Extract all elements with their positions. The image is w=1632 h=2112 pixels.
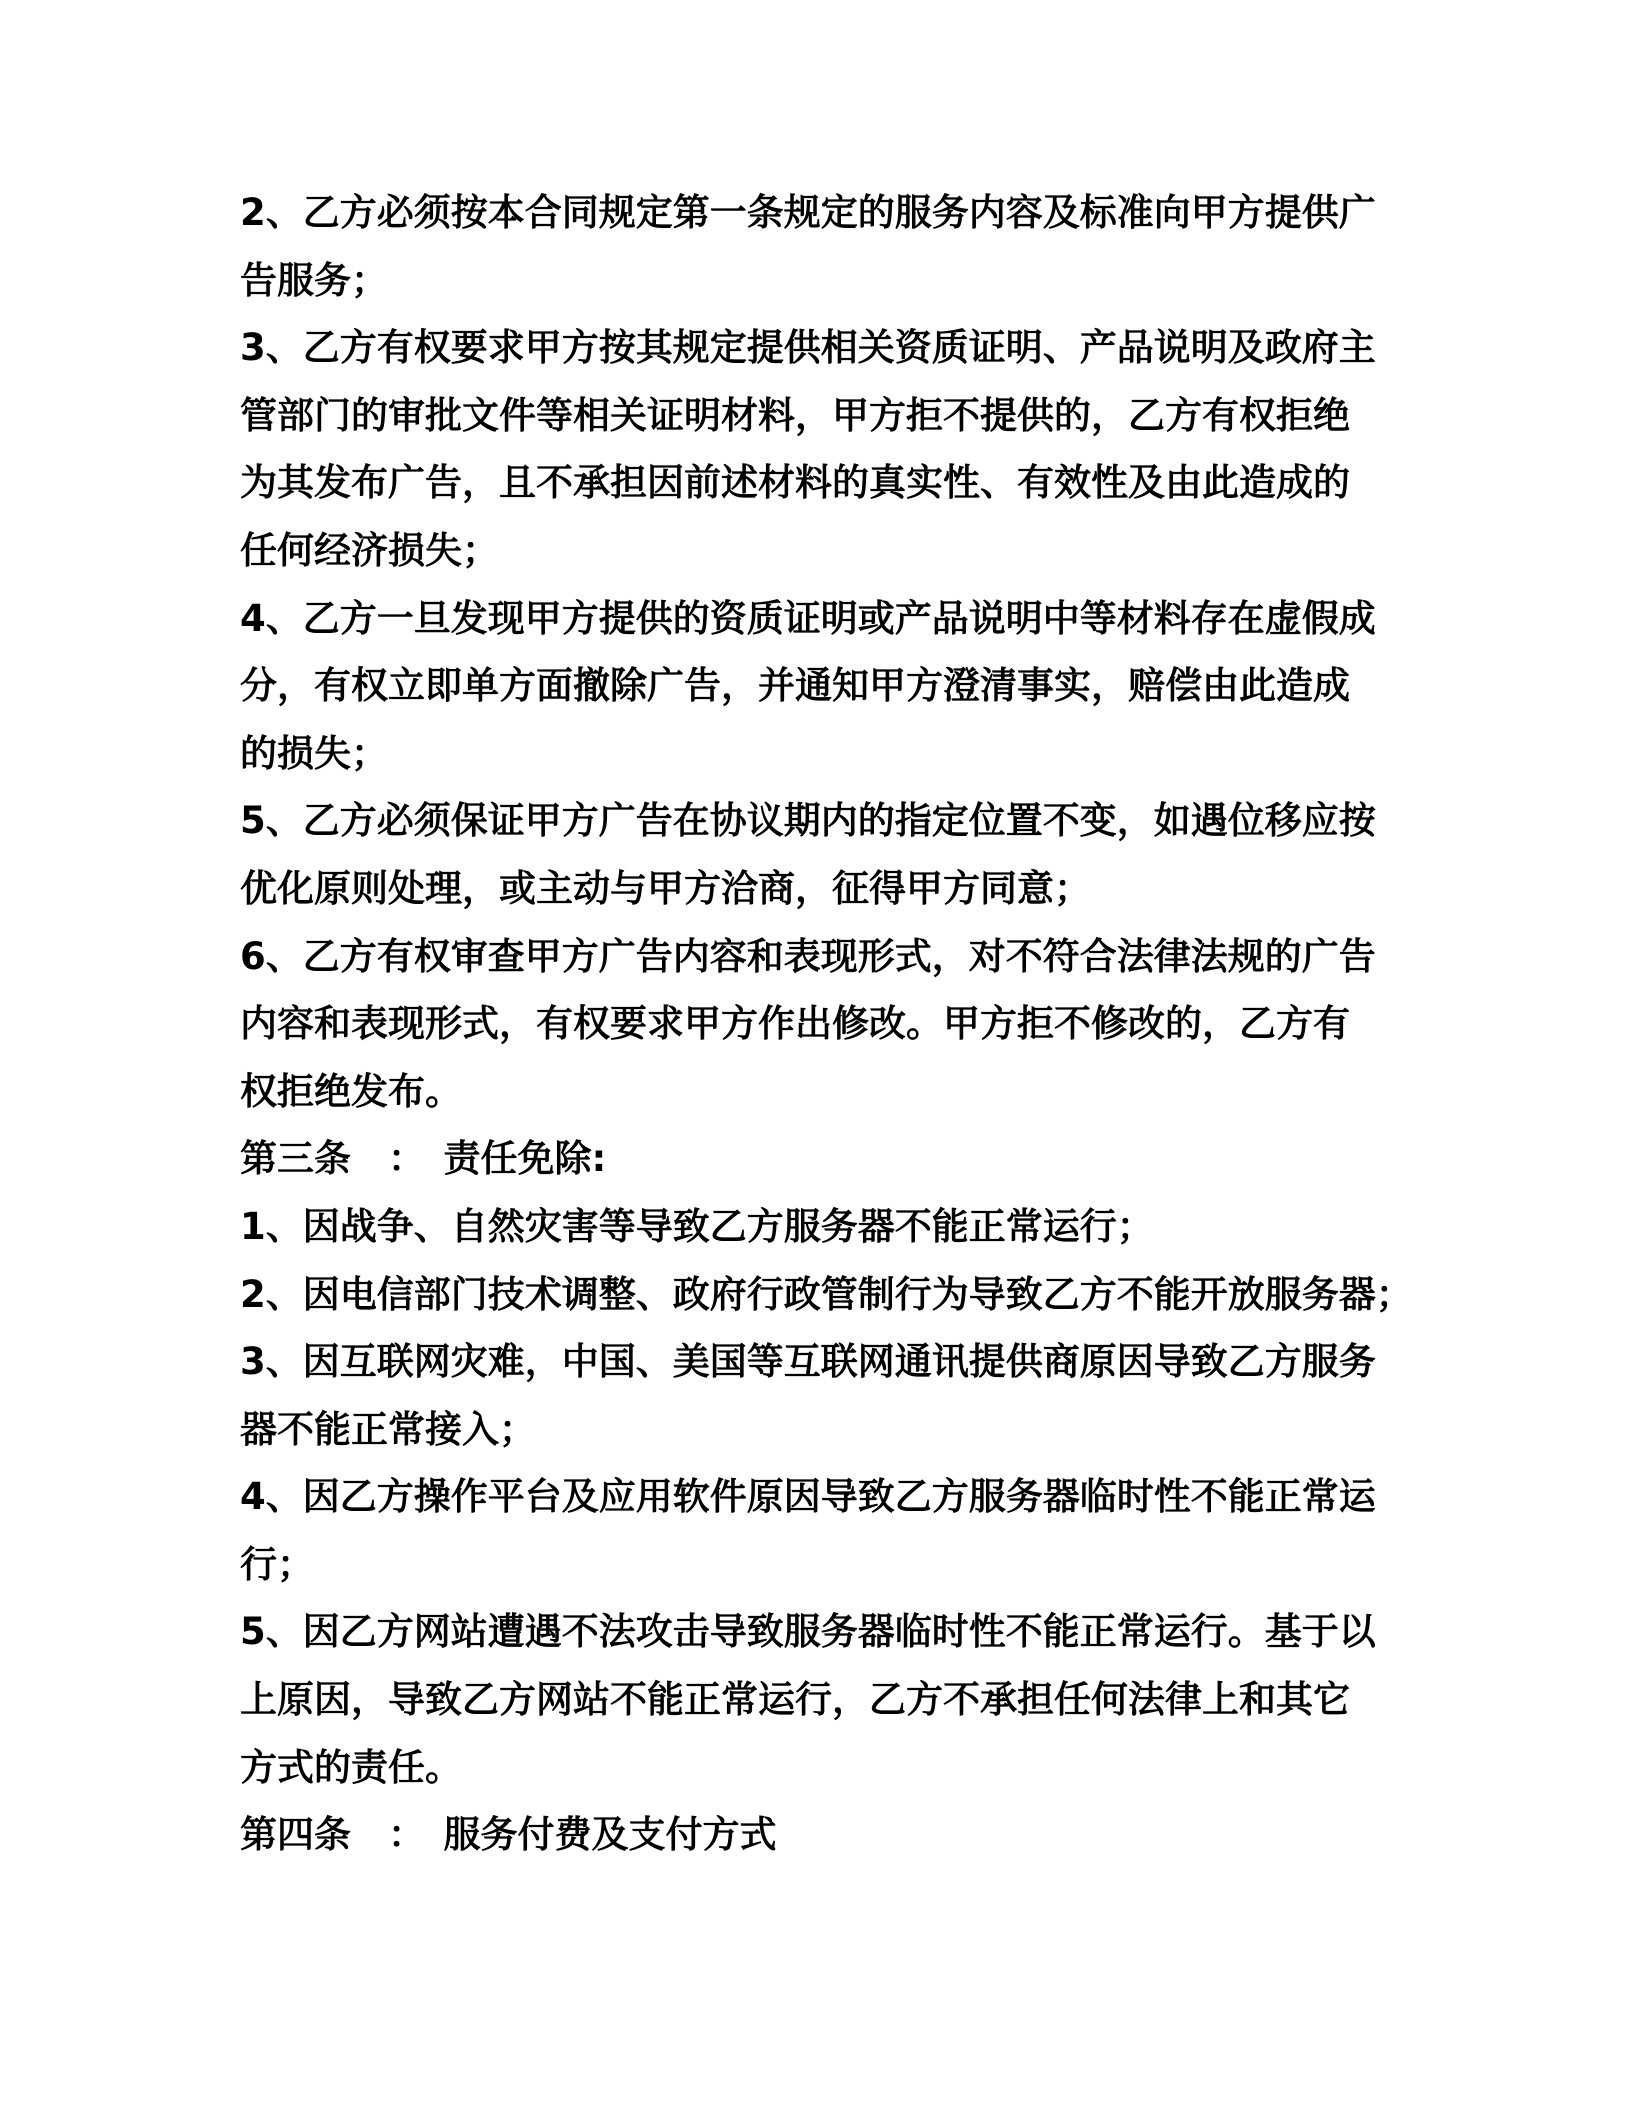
document-line: 5、因乙方网站遭遇不法攻击导致服务器临时性不能正常运行。基于以 <box>240 1610 1376 1654</box>
document-line: 4、因乙方操作平台及应用软件原因导致乙方服务器临时性不能正常运 <box>240 1475 1376 1519</box>
document-line: 3、因互联网灾难，中国、美国等互联网通讯提供商原因导致乙方服务 <box>240 1340 1376 1384</box>
document-line: 2、因电信部门技术调整、政府行政管制行为导致乙方不能开放服务器； <box>240 1272 1413 1316</box>
document-line: 内容和表现形式，有权要求甲方作出修改。甲方拒不修改的，乙方有 <box>240 1002 1350 1046</box>
document-line: 2、乙方必须按本合同规定第一条规定的服务内容及标准向甲方提供广 <box>240 191 1376 234</box>
document-line: 为其发布广告，且不承担因前述材料的真实性、有效性及由此造成的 <box>240 461 1350 505</box>
document-line: 方式的责任。 <box>240 1745 462 1789</box>
document-line: 权拒绝发布。 <box>240 1069 462 1113</box>
contract-text-body <box>240 179 1492 1869</box>
document-line: 5、乙方必须保证甲方广告在协议期内的指定位置不变，如遇位移应按 <box>240 799 1376 843</box>
document-line: 管部门的审批文件等相关证明材料，甲方拒不提供的，乙方有权拒绝 <box>240 393 1350 437</box>
document-line: 4、乙方一旦发现甲方提供的资质证明或产品说明中等材料存在虚假成 <box>240 596 1376 640</box>
document-line: 3、乙方有权要求甲方按其规定提供相关资质证明、产品说明及政府主 <box>240 326 1376 370</box>
document-line: 的损失； <box>240 731 388 775</box>
document-line: 分，有权立即单方面撤除广告，并通知甲方澄清事实，赔偿由此造成 <box>240 664 1350 708</box>
document-line: 1、因战争、自然灾害等导致乙方服务器不能正常运行； <box>240 1204 1154 1248</box>
document-line: 行； <box>240 1542 314 1586</box>
document-line: 第四条 ： 服务付费及支付方式 <box>240 1813 777 1857</box>
document-line: 告服务； <box>240 258 388 302</box>
document-line: 上原因，导致乙方网站不能正常运行，乙方不承担任何法律上和其它 <box>240 1678 1350 1722</box>
document-line: 器不能正常接入； <box>240 1407 536 1451</box>
document-line: 优化原则处理，或主动与甲方洽商，征得甲方同意； <box>240 866 1091 910</box>
document-line: 6、乙方有权审查甲方广告内容和表现形式，对不符合法律法规的广告 <box>240 934 1376 978</box>
document-line: 任何经济损失； <box>240 528 499 572</box>
document-line: 第三条 ： 责任免除: <box>240 1137 607 1181</box>
